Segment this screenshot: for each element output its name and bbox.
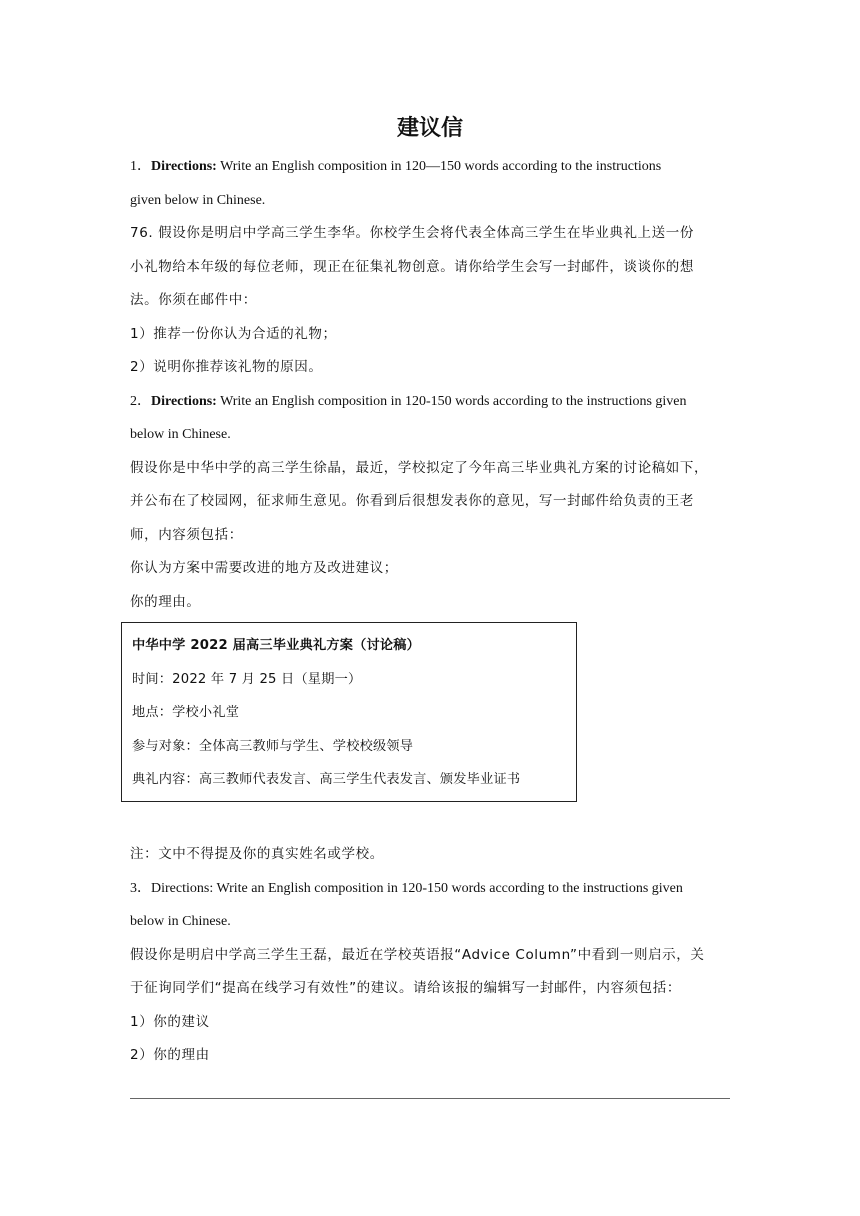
q2-prompt-line-3: 师，内容须包括： bbox=[130, 526, 243, 543]
q1-directions-line-1 bbox=[130, 150, 730, 184]
q2-directions-line-2: below in Chinese. bbox=[130, 427, 231, 442]
plan-content: 典礼内容：高三教师代表发言、高三学生代表发言、颁发毕业证书 bbox=[132, 772, 521, 787]
q3-prompt-line-2: 于征询同学们“提高在线学习有效性”的建议。请给该报的编辑写一封邮件，内容须包括： bbox=[130, 980, 681, 996]
plan-heading: 中华中学 2022 届高三毕业典礼方案（讨论稿） bbox=[132, 638, 421, 653]
q1-prompt-line-2: 小礼物给本年级的每位老师，现正在征集礼物创意。请你给学生会写一封邮件，谈谈你的想 bbox=[130, 258, 694, 275]
q3-directions-line-1: 3．Directions: Write an English composition in 120-150 words according to the instructions given bbox=[130, 880, 683, 896]
q3-point-2: 2）你的理由 bbox=[130, 1047, 210, 1063]
q1-directions-text: Write an English composition in 120—150 words according to the instructions bbox=[216, 159, 662, 174]
bottom-divider bbox=[130, 1098, 730, 1099]
q2-directions-line-1 bbox=[130, 385, 730, 419]
page-title: 建议信 bbox=[396, 115, 463, 141]
question-1-and-2-section bbox=[130, 150, 730, 619]
q1-prompt-line-1: 76. 假设你是明启中学高三学生李华。你校学生会将代表全体高三学生在毕业典礼上送一份 bbox=[130, 225, 694, 241]
q2-directions-label: Directions: bbox=[151, 393, 217, 409]
question-3-section bbox=[130, 838, 730, 1073]
q2-directions-text: Write an English composition in 120-150 words according to the instructions given bbox=[216, 393, 687, 409]
q2-number: 2． bbox=[130, 393, 151, 409]
q3-directions-line-2: below in Chinese. bbox=[130, 914, 231, 929]
plan-participants: 参与对象：全体高三教师与学生、学校校级领导 bbox=[132, 738, 414, 754]
q2-prompt-line-1: 假设你是中华中学的高三学生徐晶，最近，学校拟定了今年高三毕业典礼方案的讨论稿如下， bbox=[130, 459, 709, 476]
q2-note: 注：文中不得提及你的真实姓名或学校。 bbox=[130, 846, 384, 862]
q1-directions-line-2: given below in Chinese. bbox=[130, 192, 266, 208]
q3-point-1: 1）你的建议 bbox=[130, 1013, 210, 1030]
q1-point-1: 1）推荐一份你认为合适的礼物； bbox=[130, 325, 337, 342]
q2-point-1: 你认为方案中需要改进的地方及改进建议； bbox=[130, 560, 398, 576]
q3-prompt-line-1: 假设你是明启中学高三学生王磊，最近在学校英语报“Advice Column”中看到一则启示，关 bbox=[130, 946, 705, 963]
plan-time: 时间：2022 年 7 月 25 日（星期一） bbox=[132, 671, 362, 687]
ceremony-plan-box bbox=[121, 622, 577, 802]
q1-point-2: 2）说明你推荐该礼物的原因。 bbox=[130, 359, 323, 375]
q1-prompt-line-3: 法。你须在邮件中： bbox=[130, 292, 257, 308]
q2-prompt-line-2: 并公布在了校园网，征求师生意见。你看到后很想发表你的意见，写一封邮件给负责的王老 bbox=[130, 493, 694, 509]
q2-point-2: 你的理由。 bbox=[130, 593, 201, 610]
q1-number: 1． bbox=[130, 159, 151, 174]
q1-directions-label: Directions: bbox=[151, 159, 217, 174]
plan-place: 地点：学校小礼堂 bbox=[132, 705, 240, 720]
